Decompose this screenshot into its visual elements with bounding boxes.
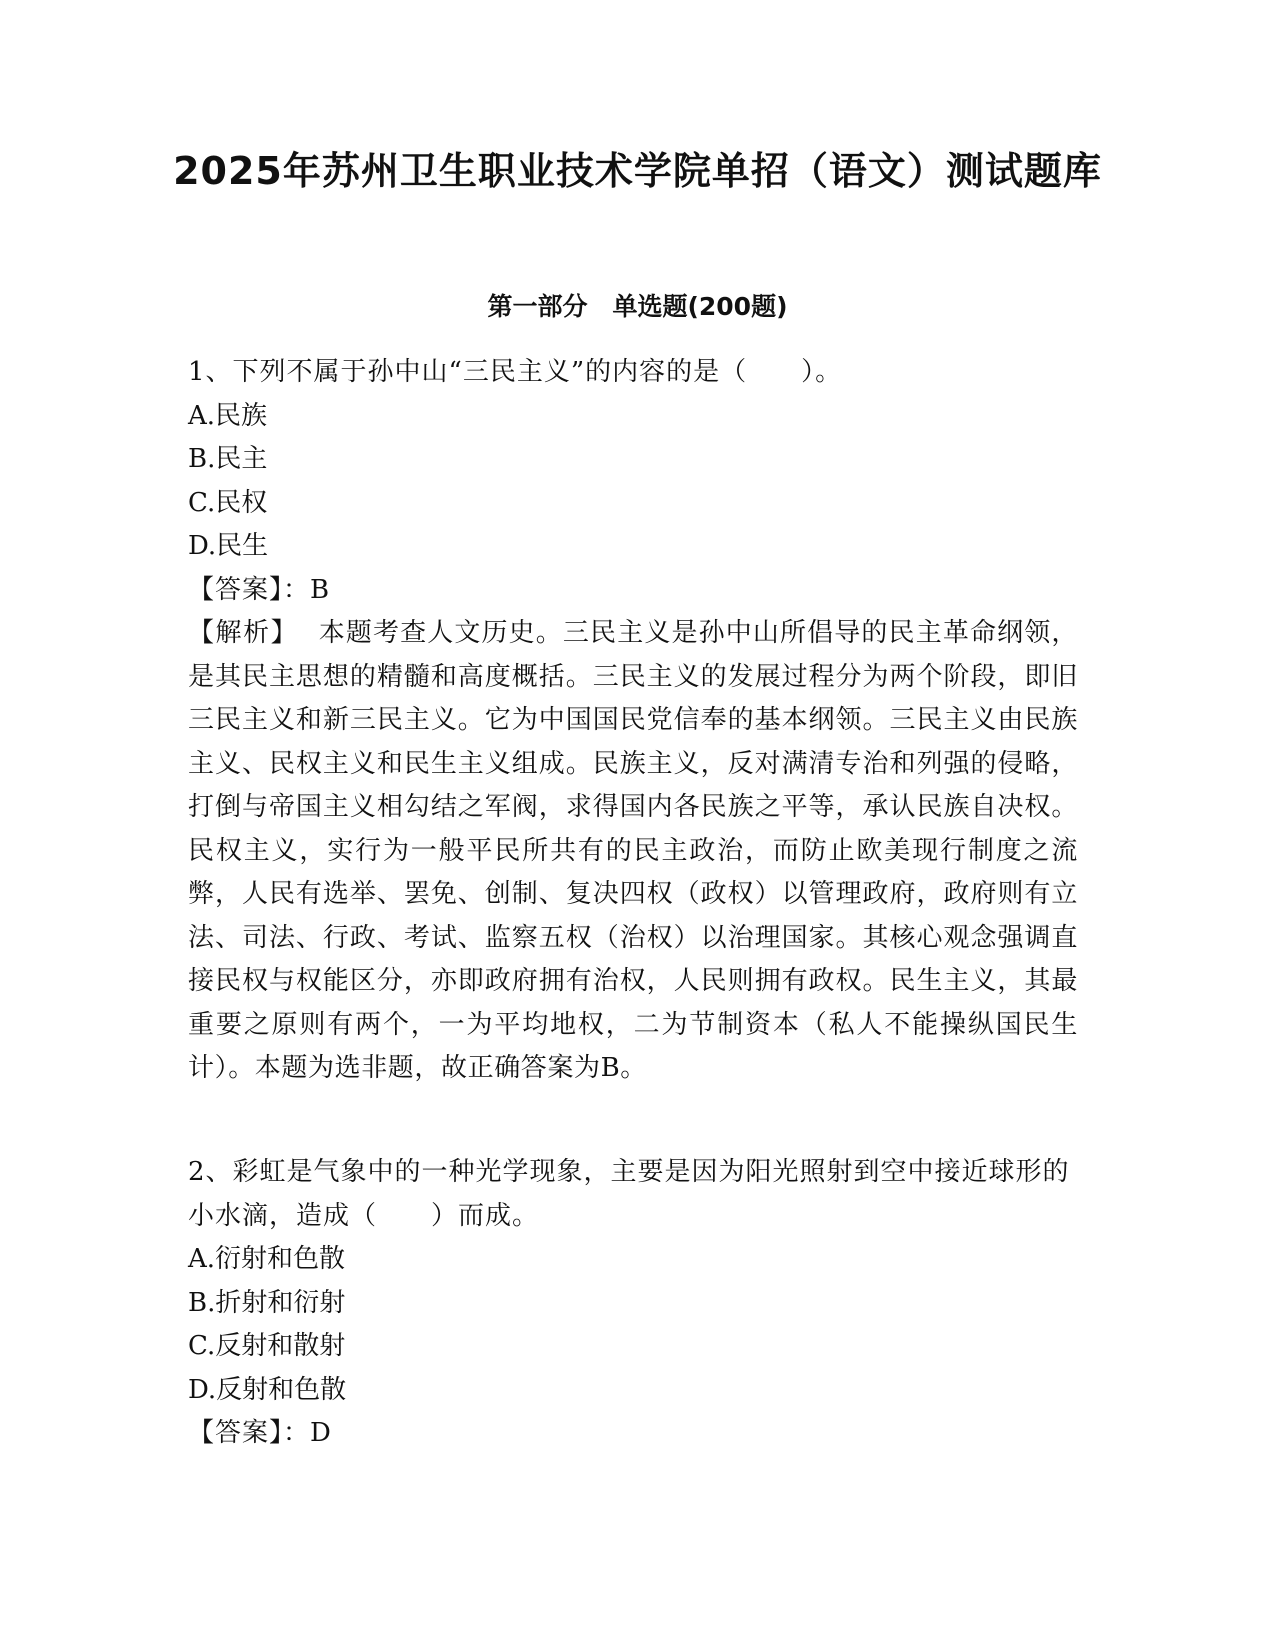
question-stem: 1、下列不属于孙中山“三民主义”的内容的是（ ）。	[188, 357, 843, 387]
option-c: C.民权	[188, 487, 268, 518]
question-stem: 2、彩虹是气象中的一种光学现象，主要是因为阳光照射到空中接近球形的小水滴，造成（ ）而成。	[188, 1157, 1070, 1231]
option-c: C.反射和散射	[188, 1331, 346, 1361]
answer-label: 【答案】：	[188, 1418, 311, 1448]
option-b: B.民主	[188, 444, 268, 474]
document-title: 2025年苏州卫生职业技术学院单招（语文）测试题库	[173, 149, 1102, 193]
option-b: B.折射和衍射	[188, 1287, 346, 1318]
answer-line	[188, 569, 1078, 613]
analysis-label: 【解析】	[188, 618, 299, 648]
option-d: D.民生	[188, 531, 269, 561]
question-2	[188, 1151, 1078, 1456]
question-1	[188, 351, 1078, 1091]
answer-line	[188, 1412, 1078, 1456]
answer-value: D	[310, 1418, 331, 1448]
option-a: A.民族	[188, 400, 268, 431]
analysis-block	[188, 612, 1078, 1091]
analysis-text: 本题考查人文历史。三民主义是孙中山所倡导的民主革命纲领，是其民主思想的精髓和高度概括。三民主义的发展过程分为两个阶段，即旧三民主义和新三民主义。它为中国国民党信奉的基本纲领。三民主义由民族主义、民权主义和民生主义组成。民族主义，反对满清专治和列强的侵略，打倒与帝国主义相勾结之军阀，求得国内各民族之平等，承认民族自决权。民权主义，实行为一般平民所共有的民主政治，而防止欧美现行制度之流弊，人民有选举、罢免、创制、复决四权（政权）以管理政府，政府则有立法、司法、行政、考试、监察五权（治权）以治理国家。其核心观念强调直接民权与权能区分，亦即政府拥有治权，人民则拥有政权。民生主义，其最重要之原则有两个，一为平均地权，二为节制资本（私人不能操纵国民生计）。本题为选非题，故正确答案为B。	[188, 618, 1078, 1083]
option-a: A.衍射和色散	[188, 1244, 346, 1274]
answer-value: B	[310, 574, 330, 605]
answer-label: 【答案】：	[188, 574, 311, 605]
section-title: 第一部分 单选题(200题)	[487, 292, 788, 321]
option-d: D.反射和色散	[188, 1374, 347, 1405]
